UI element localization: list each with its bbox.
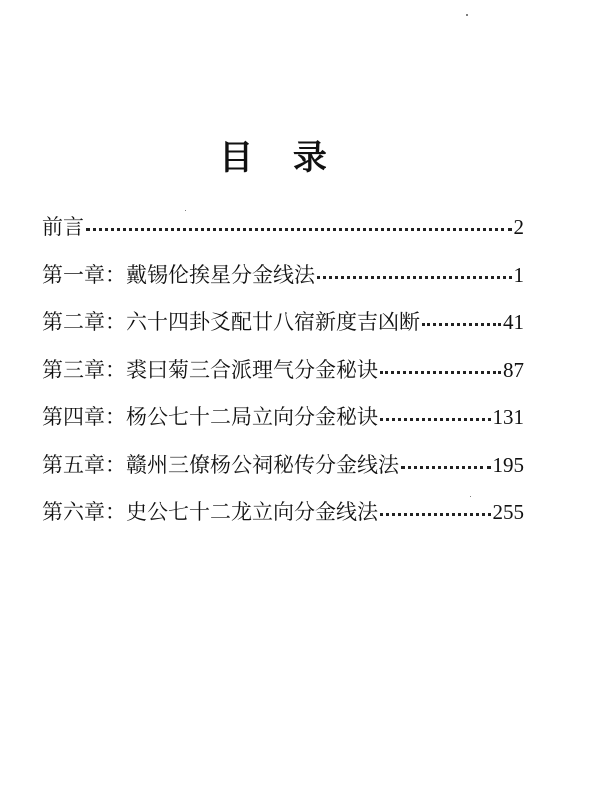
toc-entry-page-number: 41 <box>503 310 524 334</box>
dot-leader <box>380 370 501 374</box>
dot-leader <box>317 275 512 279</box>
toc-entry-page-number: 131 <box>492 405 524 429</box>
dot-leader <box>422 322 501 326</box>
toc-entry-chapter-6 <box>42 492 524 540</box>
toc-entry-label: 第四章：杨公七十二局立向分金秘诀 <box>42 405 378 429</box>
toc-entry-label: 第六章：史公七十二龙立向分金线法 <box>42 500 378 524</box>
scan-speck <box>470 496 471 497</box>
toc-entry-label: 第二章：六十四卦爻配廿八宿新度吉凶断 <box>42 310 420 334</box>
toc-entry-label: 第一章：戴锡伦挨星分金线法 <box>42 262 315 287</box>
dot-leader <box>401 465 491 469</box>
dot-leader <box>380 512 491 516</box>
toc-entry-page-number: 2 <box>513 215 524 239</box>
page-title: 目 录 <box>219 138 341 178</box>
toc-entry-label: 第三章：裘曰菊三合派理气分金秘诀 <box>42 357 378 382</box>
toc-entry-chapter-1 <box>42 255 524 303</box>
toc-entry-label: 前言 <box>42 215 84 239</box>
toc-entry-chapter-5 <box>42 445 524 493</box>
toc-entry-chapter-3 <box>42 350 524 398</box>
toc-entry-label: 第五章：赣州三僚杨公祠秘传分金线法 <box>42 452 399 477</box>
table-of-contents <box>42 207 524 540</box>
toc-entry-chapter-4 <box>42 397 524 445</box>
dot-leader <box>86 227 512 231</box>
toc-entry-page-number: 195 <box>492 452 524 477</box>
toc-entry-page-number: 87 <box>503 357 524 382</box>
toc-entry-chapter-2 <box>42 302 524 350</box>
scan-speck <box>466 14 468 16</box>
toc-entry-preface <box>42 207 524 255</box>
toc-entry-page-number: 255 <box>492 500 524 524</box>
scan-speck <box>185 210 186 211</box>
toc-entry-page-number: 1 <box>513 262 524 287</box>
dot-leader <box>380 417 491 421</box>
